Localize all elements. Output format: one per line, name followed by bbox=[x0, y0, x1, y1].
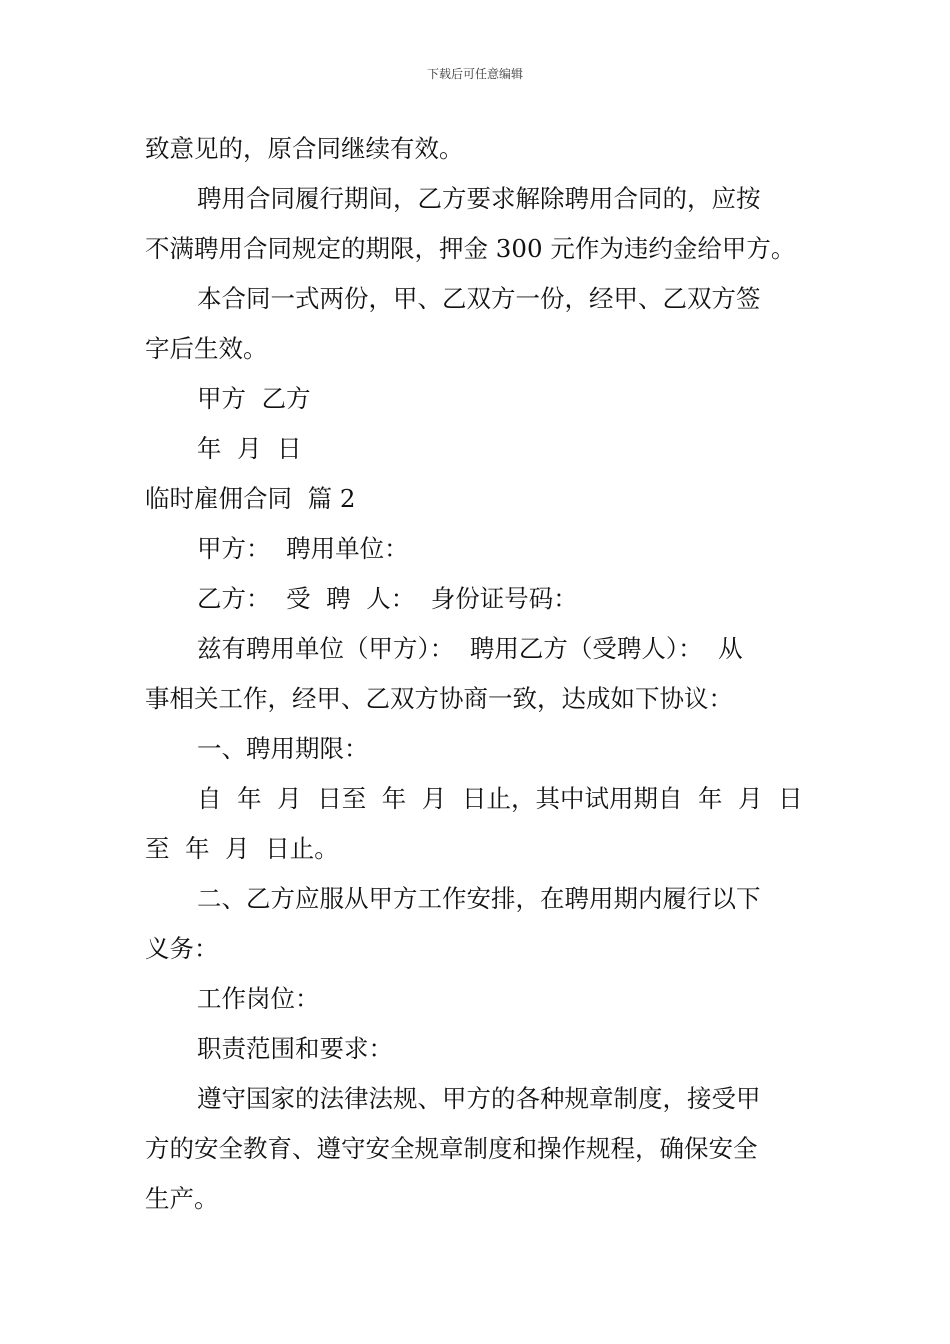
text-line: 工作岗位： bbox=[197, 984, 320, 1013]
party-b-line: 乙方： 受 聘 人： 身份证号码： bbox=[197, 584, 578, 613]
text-line: 至 年 月 日止。 bbox=[145, 834, 339, 863]
text-line: 兹有聘用单位（甲方）： 聘用乙方（受聘人）： 从 bbox=[197, 634, 743, 663]
text-line: 方的安全教育、遵守安全规章制度和操作规程，确保安全 bbox=[145, 1134, 758, 1163]
text-line: 致意见的，原合同继续有效。 bbox=[145, 134, 464, 163]
text-line: 遵守国家的法律法规、甲方的各种规章制度，接受甲 bbox=[197, 1084, 761, 1113]
text-line: 字后生效。 bbox=[145, 334, 268, 363]
text-line: 事相关工作，经甲、乙双方协商一致，达成如下协议： bbox=[145, 684, 733, 713]
text-line: 本合同一式两份，甲、乙双方一份，经甲、乙双方签 bbox=[197, 284, 761, 313]
page-header-watermark: 下载后可任意编辑 bbox=[426, 67, 523, 81]
text-line: 不满聘用合同规定的期限，押金 300 元作为违约金给甲方。 bbox=[145, 234, 796, 263]
signature-parties-line: 甲方 乙方 bbox=[197, 384, 311, 413]
text-line: 职责范围和要求： bbox=[197, 1034, 393, 1063]
clause-heading: 一、聘用期限： bbox=[197, 734, 369, 763]
date-line: 年 月 日 bbox=[197, 434, 302, 463]
clause-heading: 二、乙方应服从甲方工作安排，在聘用期内履行以下 bbox=[197, 884, 761, 913]
party-a-line: 甲方： 聘用单位： bbox=[197, 534, 409, 563]
text-line: 义务： bbox=[145, 934, 219, 963]
text-line: 生产。 bbox=[145, 1184, 219, 1213]
text-line: 自 年 月 日至 年 月 日止，其中试用期自 年 月 日 bbox=[197, 784, 803, 813]
text-line: 聘用合同履行期间，乙方要求解除聘用合同的，应按 bbox=[197, 184, 761, 213]
document-body bbox=[145, 124, 809, 1224]
section-heading: 临时雇佣合同 篇 2 bbox=[145, 484, 356, 513]
